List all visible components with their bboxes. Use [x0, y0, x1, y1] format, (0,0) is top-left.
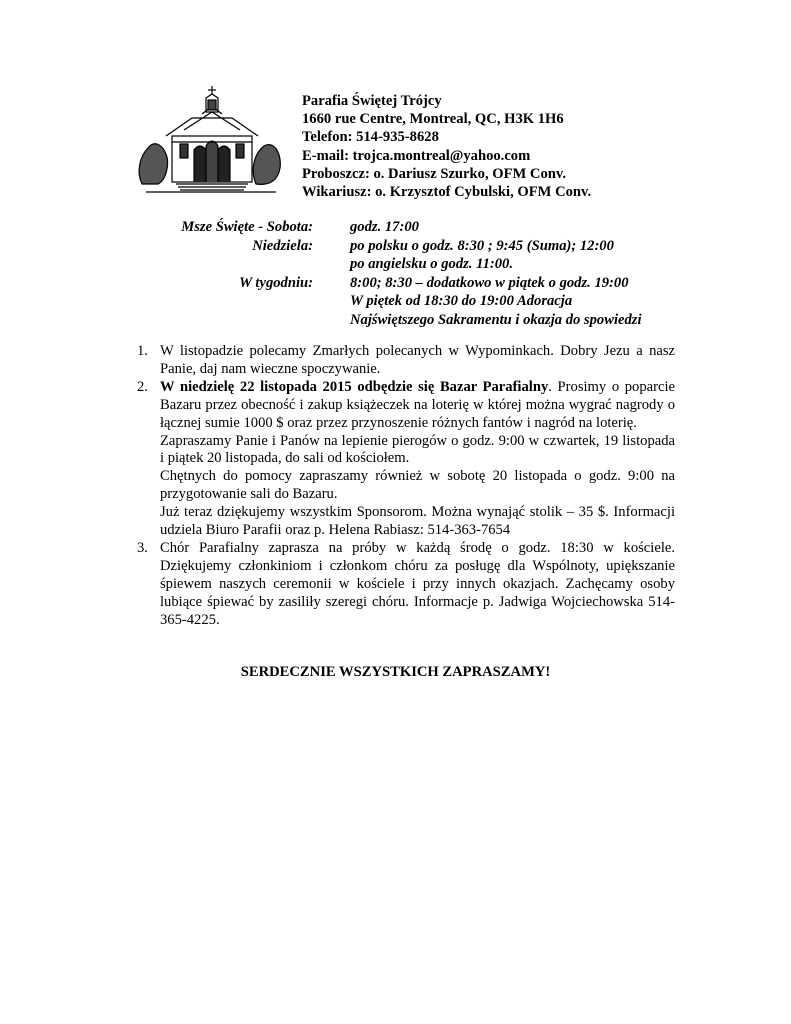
item-text — [160, 540, 675, 630]
bazaar-headline: W niedzielę 22 listopada 2015 odbędzie się Bazar Parafialny — [160, 378, 549, 395]
schedule-label: Msze Święte - Sobota: — [181, 219, 313, 235]
schedule-row — [0, 292, 791, 311]
list-item — [137, 379, 675, 540]
parish-header — [302, 92, 591, 201]
schedule-value: Najświętszego Sakramentu i okazja do spowiedzi — [350, 311, 642, 328]
item-body: . Prosimy o poparcie Bazaru przez obecność i zakup książeczek na loterię w której można wygrać nagrody o łącznej sumie 1000 $ oraz przez przynoszenie różnych fantów i nagród na loterię. — [160, 378, 675, 431]
schedule-row — [0, 274, 791, 293]
item-number: 2. — [137, 378, 148, 395]
schedule-row — [0, 218, 791, 237]
parish-address: 1660 rue Centre, Montreal, QC, H3K 1H6 — [302, 111, 564, 128]
list-item — [137, 540, 675, 630]
mass-schedule — [0, 218, 791, 329]
item-body: W listopadzie polecamy Zmarłych polecanych w Wypominkach. Dobry Jezu a nasz Panie, daj nam wieczne spoczywanie. — [160, 343, 675, 377]
item-text — [160, 343, 675, 379]
schedule-value: W piętek od 18:30 do 19:00 Adoracja — [350, 293, 573, 309]
schedule-value: po angielsku o godz. 11:00. — [350, 256, 513, 272]
closing-invitation: SERDECZNIE WSZYSTKICH ZAPRASZAMY! — [240, 664, 551, 680]
item-body: Chór Parafialny zaprasza na próby w każdą środę o godz. 18:30 w kościele. Dziękujemy członkiniom i członkom chóru za posługę dla Wspólnoty, upiększanie śpiewem naszych ceremonii w kościele i przy innych okazjach. Zachęcamy osoby lubiące śpiewać by zasiliły szeregi chóru. Informacje p. Jadwiga Wojciechowska 514-365-4225. — [160, 539, 675, 628]
announcements-list — [137, 343, 675, 630]
parish-email: E-mail: trojca.montreal@yahoo.com — [302, 147, 531, 164]
item-paragraph: Już teraz dziękujemy wszystkim Sponsorom. Można wynająć stolik – 35 $. Informacji udziela Biuro Parafii oraz p. Helena Rabiasz: 514-363-7654 — [160, 504, 675, 539]
item-paragraph: Chętnych do pomocy zapraszamy również w sobotę 20 listopada o godz. 9:00 na przygotowanie sali do Bazaru. — [160, 468, 675, 503]
item-number: 3. — [137, 539, 148, 556]
schedule-label: W tygodniu: — [239, 274, 313, 291]
schedule-value: po polsku o godz. 8:30 ; 9:45 (Suma); 12:00 — [350, 237, 614, 254]
schedule-row — [0, 255, 791, 274]
parish-name: Parafia Świętej Trójcy — [302, 93, 442, 109]
schedule-value: godz. 17:00 — [350, 219, 419, 235]
schedule-value: 8:00; 8:30 – dodatkowo w piątek o godz. 19:00 — [350, 274, 629, 291]
parish-phone: Telefon: 514-935-8628 — [302, 129, 439, 146]
list-item — [137, 343, 675, 379]
schedule-row — [0, 311, 791, 330]
schedule-row — [0, 237, 791, 256]
item-number: 1. — [137, 343, 148, 359]
parish-pastor: Proboszcz: o. Dariusz Szurko, OFM Conv. — [302, 165, 567, 182]
schedule-label: Niedziela: — [252, 237, 313, 254]
church-icon — [136, 84, 286, 196]
item-text — [160, 379, 675, 433]
parish-vicar: Wikariusz: o. Krzysztof Cybulski, OFM Conv. — [302, 184, 592, 201]
item-paragraph: Zapraszamy Panie i Panów na lepienie pierogów o godz. 9:00 w czwartek, 19 listopada i piątek 20 listopada, do sali od kościołem. — [160, 432, 675, 467]
